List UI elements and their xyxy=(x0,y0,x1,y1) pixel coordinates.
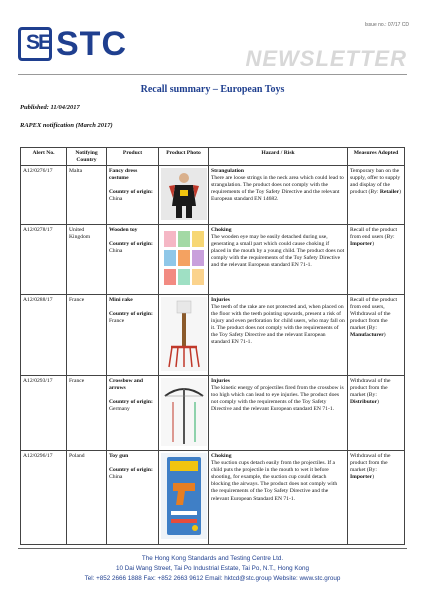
hazard-description: The teeth of the rake are not protected and, when placed on the floor with the teeth pointing upwards, present a risk of injury and even perforation for child users, who may fall on it. The product does not comply with the requirements of the Toy Safety Directive and the relevant European standard EN 71-1. xyxy=(211,303,345,346)
origin-label: Country of origin: xyxy=(109,399,153,406)
hazard-cell xyxy=(209,166,348,225)
product-cell xyxy=(107,451,159,544)
measures-cell: Withdrawal of the product from the market (By: Importer) xyxy=(348,451,405,544)
origin-label: Country of origin: xyxy=(109,467,153,474)
header-photo: Product Photo xyxy=(159,148,209,166)
hazard-description: The wooden eye may be easily detached during use, generating a small part which could cause choking if placed in the mouth by a young child. The product does not comply with the requirements of the Toy Safety Directive and the relevant European standard EN 71-1. xyxy=(211,233,345,269)
rapex-notification: RAPEX notification (March 2017) xyxy=(20,122,113,129)
origin-label: Country of origin: xyxy=(109,240,153,247)
measures-cell: Temporary ban on the supply, offer to supply and display of the product (By: Retailer) xyxy=(348,166,405,225)
hazard-title: Strangulation xyxy=(211,167,244,174)
recall-table xyxy=(20,147,405,545)
crossbow-photo xyxy=(161,378,207,446)
product-photo xyxy=(159,376,209,451)
product-name: Wooden toy xyxy=(109,226,138,233)
rake-photo xyxy=(161,297,207,371)
notifying-country: United Kingdom xyxy=(67,225,107,295)
measure-by: Manufacturer xyxy=(350,332,384,339)
measure-by: Distributor xyxy=(350,399,378,406)
product-photo xyxy=(159,451,209,544)
hazard-cell xyxy=(209,295,348,376)
notifying-country: Malta xyxy=(67,166,107,225)
alert-no: A12/0293/17 xyxy=(21,376,67,451)
product-name: Mini rake xyxy=(109,296,133,303)
hazard-cell xyxy=(209,225,348,295)
measure-by: Importer xyxy=(350,240,373,247)
hazard-title: Choking xyxy=(211,452,232,459)
origin-country: China xyxy=(109,196,123,203)
logo-mark-icon: SE xyxy=(18,27,52,61)
measures-cell: Recall of the product from end users (By: Importer) xyxy=(348,225,405,295)
product-cell xyxy=(107,295,159,376)
product-photo xyxy=(159,166,209,225)
header-measures: Measures Adopted xyxy=(348,148,405,166)
header-alert-no: Alert No. xyxy=(21,148,67,166)
measure-by: Importer xyxy=(350,474,373,481)
table-row xyxy=(21,451,405,544)
product-photo xyxy=(159,225,209,295)
logo-text: STC xyxy=(56,25,127,63)
notifying-country: France xyxy=(67,295,107,376)
product-cell xyxy=(107,166,159,225)
table-row xyxy=(21,225,405,295)
alert-no: A12/0288/17 xyxy=(21,295,67,376)
notifying-country: Poland xyxy=(67,451,107,544)
measure-by: Retailer xyxy=(379,188,400,195)
alert-no: A12/0296/17 xyxy=(21,451,67,544)
wooden-toy-photo xyxy=(161,227,207,287)
origin-country: France xyxy=(109,318,125,325)
footer-contact: Tel: +852 2666 1888 Fax: +852 2663 9612 Email: hktcd@stc.group Website: www.stc.group xyxy=(84,575,341,582)
issue-number: Issue no.: 07/17 CD xyxy=(364,22,409,28)
notifying-country: France xyxy=(67,376,107,451)
measures-cell: Withdrawal of the product from the market (By: Distributor) xyxy=(348,376,405,451)
hazard-description: The suction cups detach easily from the projectiles. If a child puts the projectile in the mouth to wet it before shooting, for example, the suction cup could detach blocking the airways. The product does not comply with the requirements of the Toy Safety Directive and the relevant European Standard EN 71-1. xyxy=(211,460,338,502)
product-name: Crossbow and arrows xyxy=(109,377,143,391)
product-name: Toy gun xyxy=(109,452,129,459)
footer-address: 10 Dai Wang Street, Tai Po Industrial Estate, Tai Po, N.T., Hong Kong xyxy=(115,565,310,572)
alert-no: A12/0276/17 xyxy=(21,166,67,225)
product-photo xyxy=(159,295,209,376)
measures-cell: Recall of the product from end users, Withdrawal of the product from the market (By: Manufacturer) xyxy=(348,295,405,376)
product-cell xyxy=(107,225,159,295)
origin-country: Germany xyxy=(109,406,130,413)
hazard-title: Choking xyxy=(211,226,232,233)
origin-label: Country of origin: xyxy=(109,310,153,317)
table-header-row xyxy=(21,148,405,166)
table-row xyxy=(21,166,405,225)
toy-gun-photo xyxy=(161,453,207,539)
costume-photo xyxy=(161,168,207,220)
table-row xyxy=(21,295,405,376)
header-divider xyxy=(18,74,407,75)
origin-label: Country of origin: xyxy=(109,188,153,195)
published-date: Published: 11/04/2017 xyxy=(20,104,80,111)
product-name: Fancy dress costume xyxy=(109,167,138,181)
newsletter-heading: NEWSLETTER xyxy=(245,46,407,71)
product-cell xyxy=(107,376,159,451)
hazard-cell xyxy=(209,451,348,544)
origin-country: China xyxy=(109,474,123,481)
header-hazard: Hazard / Risk xyxy=(209,148,348,166)
hazard-description: The kinetic energy of projectiles fired from the crossbow is too high which can lead to eye injuries. The product does not comply with the requirements of the Toy Safety Directive and the relevant European standard EN 71-1. xyxy=(211,384,344,413)
page-title: Recall summary – European Toys xyxy=(140,84,285,95)
table-row xyxy=(21,376,405,451)
hazard-cell xyxy=(209,376,348,451)
header-country: Notifying Country xyxy=(67,148,107,166)
hazard-title: Injuries xyxy=(211,296,230,303)
hazard-title: Injuries xyxy=(211,377,230,384)
origin-country: China xyxy=(109,248,123,255)
footer-divider xyxy=(18,548,407,549)
header-product: Product xyxy=(107,148,159,166)
hazard-description: There are loose strings in the neck area which could lead to strangulation. The product does not comply with the requirements of the Toy Safety Directive and the relevant European standard EN 14682. xyxy=(211,174,344,203)
stc-logo xyxy=(18,24,127,64)
alert-no: A12/0278/17 xyxy=(21,225,67,295)
footer-company: The Hong Kong Standards and Testing Centre Ltd. xyxy=(141,555,284,562)
